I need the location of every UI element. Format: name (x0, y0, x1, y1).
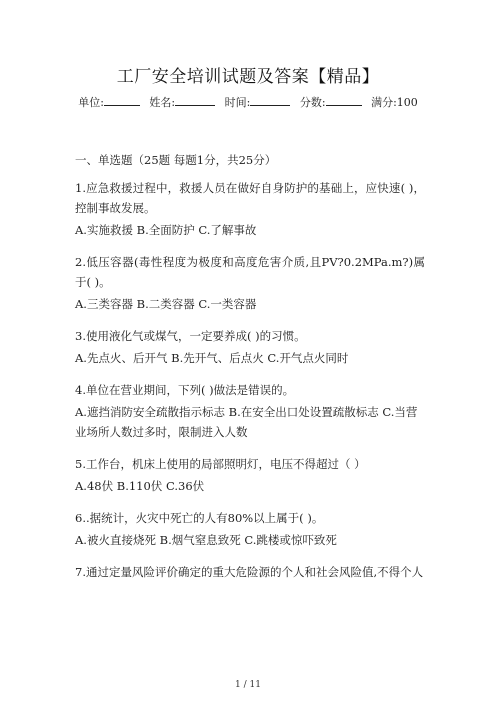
question-text: 3.使用液化气或煤气，一定要养成( )的习惯。 (75, 329, 306, 343)
name-label: 姓名: (149, 96, 176, 109)
question-text: 7.通过定量风险评价确定的重大危险源的个人和社会风险值,不得个人 (75, 565, 424, 579)
question-options: A.48伏 B.110伏 C.36伏 (75, 479, 205, 493)
question-item (75, 454, 425, 496)
time-blank[interactable] (250, 94, 290, 106)
section-heading: 一、单选题（25题 每题1分，共25分） (75, 153, 277, 167)
question-list (75, 150, 425, 594)
question-item (75, 252, 425, 314)
question-text: 5.工作台，机床上使用的局部照明灯，电压不得超过（ ） (75, 457, 366, 471)
question-item (75, 562, 425, 582)
time-label: 时间: (224, 96, 251, 109)
unit-blank[interactable] (104, 94, 140, 106)
question-options: A.被火直接烧死 B.烟气窒息致死 C.跳楼或惊吓致死 (75, 533, 337, 547)
exam-info-line (0, 94, 496, 110)
full-score-label: 满分:100 (371, 96, 418, 109)
question-text: 6..据统计，火灾中死亡的人有80%以上属于( )。 (75, 511, 324, 525)
question-text: 1.应急救援过程中，救援人员在做好自身防护的基础上，应快速( )，控制事故发展。 (75, 181, 425, 215)
question-item (75, 380, 425, 442)
question-text: 4.单位在营业期间，下列( )做法是错误的。 (75, 383, 295, 397)
question-options: A.先点火、后开气 B.先开气、后点火 C.开气点火同时 (75, 351, 349, 365)
question-options: A.实施救援 B.全面防护 C.了解事故 (75, 223, 257, 237)
page-number: 1 / 11 (235, 680, 261, 690)
question-item (75, 326, 425, 368)
score-blank[interactable] (326, 94, 362, 106)
unit-label: 单位: (78, 96, 104, 109)
question-text: 2.低压容器(毒性程度为极度和高度危害介质,且PV?0.2MPa.m?)属于( )。 (75, 255, 425, 289)
document-title: 工厂安全培训试题及答案【精品】 (116, 67, 380, 87)
name-blank[interactable] (175, 94, 215, 106)
score-label: 分数: (299, 96, 326, 109)
question-item (75, 508, 425, 550)
question-item (75, 178, 425, 240)
question-options: A.遮挡消防安全疏散指示标志 B.在安全出口处设置疏散标志 C.当营业场所人数过多时，限制进入人数 (75, 405, 418, 439)
question-options: A.三类容器 B.二类容器 C.一类容器 (75, 297, 257, 311)
